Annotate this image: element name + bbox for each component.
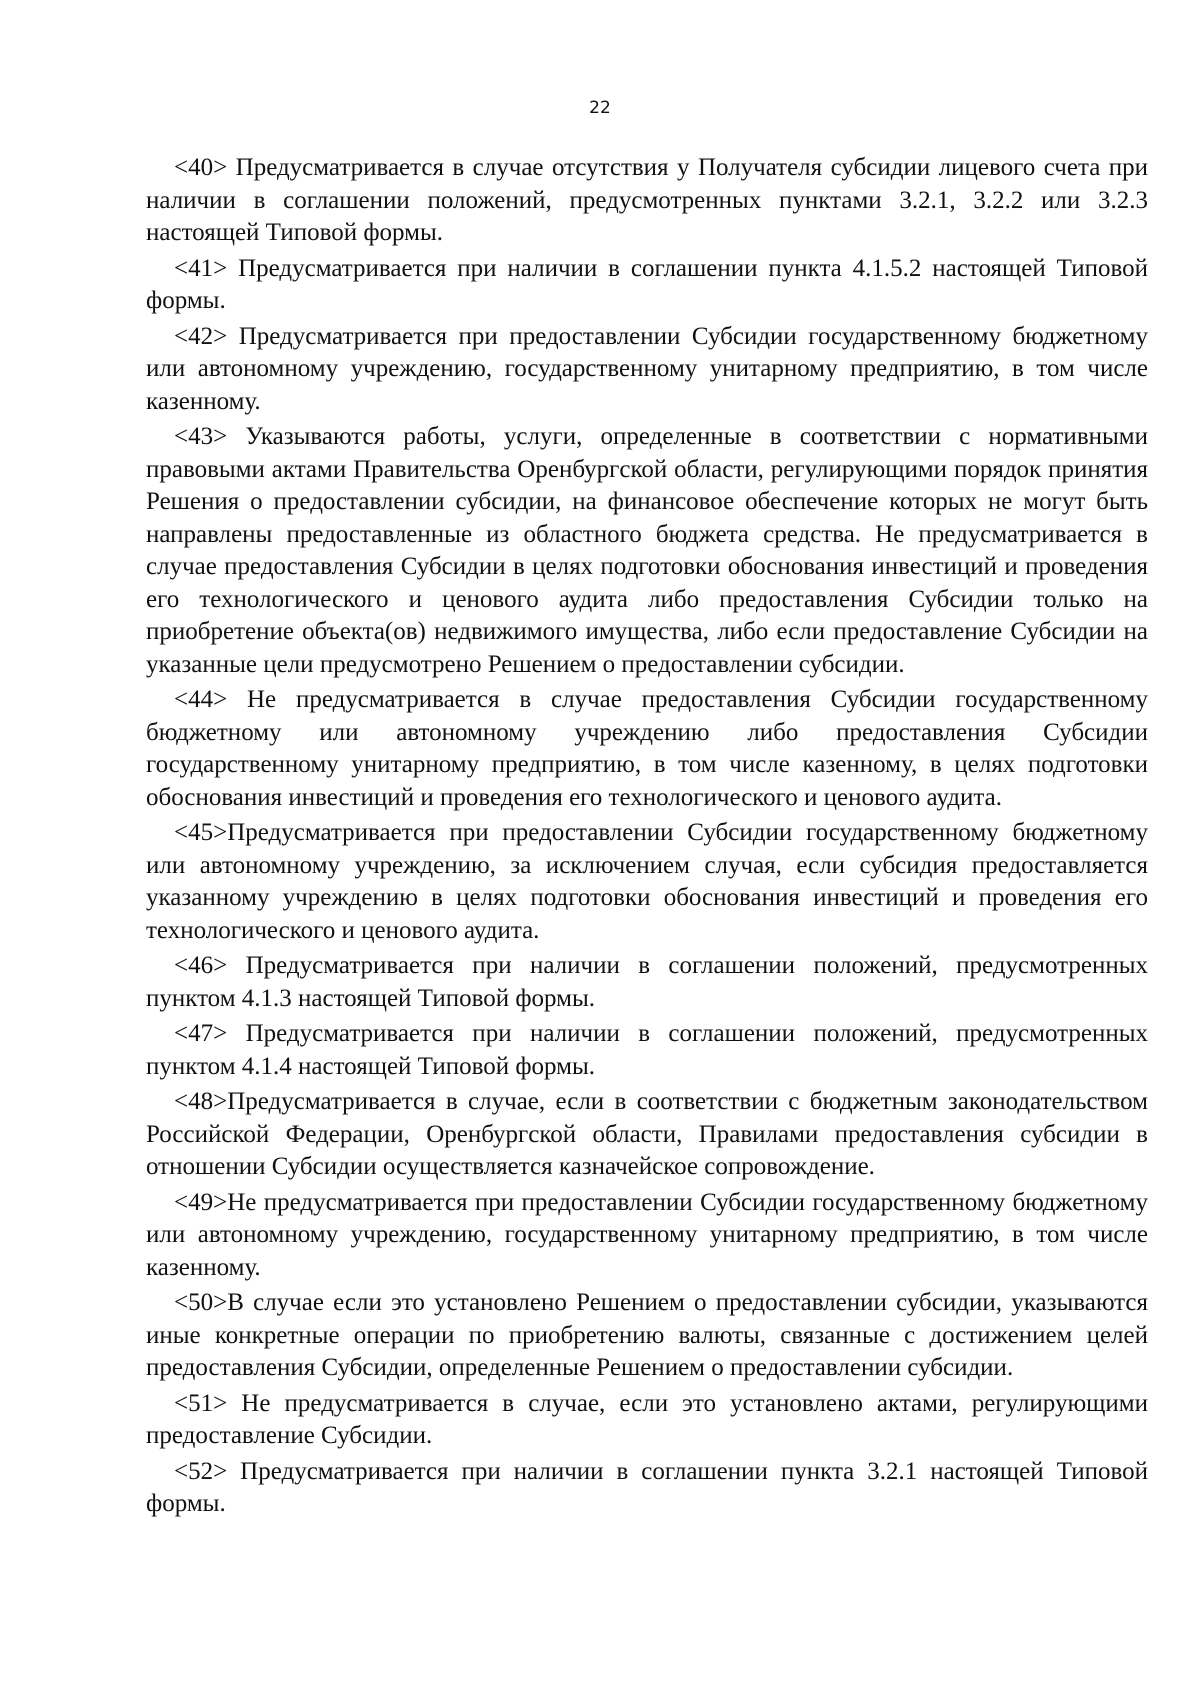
footnote-41: <41> Предусматривается при наличии в соглашении пункта 4.1.5.2 настоящей Типовой формы. <box>146 254 1148 314</box>
footnote-52: <52> Предусматривается при наличии в соглашении пункта 3.2.1 настоящей Типовой формы. <box>146 1457 1148 1517</box>
footnote-44: <44> Не предусматривается в случае предоставления Субсидии государственному бюджетному или автономному учреждению либо предоставления Субсидии государственному унитарному предприятию, в том числе казенному, в целях подготовки обоснования инвестиций и проведения его технологического и ценового аудита. <box>146 686 1148 811</box>
page-number: 22 <box>589 98 611 118</box>
footnote-40: <40> Предусматривается в случае отсутствия у Получателя субсидии лицевого счета при наличии в соглашении положений, предусмотренных пунктами 3.2.1, 3.2.2 или 3.2.3 настоящей Типовой формы. <box>146 154 1148 246</box>
footnote-47: <47> Предусматривается при наличии в соглашении положений, предусмотренных пунктом 4.1.4 настоящей Типовой формы. <box>146 1020 1148 1080</box>
footnote-43: <43> Указываются работы, услуги, определенные в соответствии с нормативными правовыми актами Правительства Оренбургской области, регулирующими порядок принятия Решения о предоставлении субсидии, на финансовое обеспечение которых не могут быть направлены предоставленные из областного бюджета средства. Не предусматривается в случае предоставления Субсидии в целях подготовки обоснования инвестиций и проведения его технологического и ценового аудита либо предоставления Субсидии только на приобретение объекта(ов) недвижимого имущества, либо если предоставление Субсидии на указанные цели предусмотрено Решением о предоставлении субсидии. <box>146 423 1148 678</box>
footnote-49: <49>Не предусматривается при предоставлении Субсидии государственному бюджетному или автономному учреждению, государственному унитарному предприятию, в том числе казенному. <box>146 1188 1148 1281</box>
footnote-50: <50>В случае если это установлено Решением о предоставлении субсидии, указываются иные конкретные операции по приобретению валюты, связанные с достижением целей предоставления Субсидии, определенные Решением о предоставлении субсидии. <box>146 1289 1148 1381</box>
footnote-45: <45>Предусматривается при предоставлении Субсидии государственному бюджетному или автономному учреждению, за исключением случая, если субсидия предоставляется указанному учреждению в целях подготовки обоснования инвестиций и проведения его технологического и ценового аудита. <box>146 819 1148 944</box>
footnotes-section <box>146 152 1148 1524</box>
footnote-42: <42> Предусматривается при предоставлении Субсидии государственному бюджетному или автономному учреждению, государственному унитарному предприятию, в том числе казенному. <box>146 322 1148 415</box>
footnote-51: <51> Не предусматривается в случае, если это установлено актами, регулирующими предоставление Субсидии. <box>146 1389 1148 1449</box>
footnote-46: <46> Предусматривается при наличии в соглашении положений, предусмотренных пунктом 4.1.3 настоящей Типовой формы. <box>146 952 1148 1012</box>
footnote-48: <48>Предусматривается в случае, если в соответствии с бюджетным законодательством Российской Федерации, Оренбургской области, Правилами предоставления субсидии в отношении Субсидии осуществляется казначейское сопровождение. <box>146 1088 1148 1180</box>
